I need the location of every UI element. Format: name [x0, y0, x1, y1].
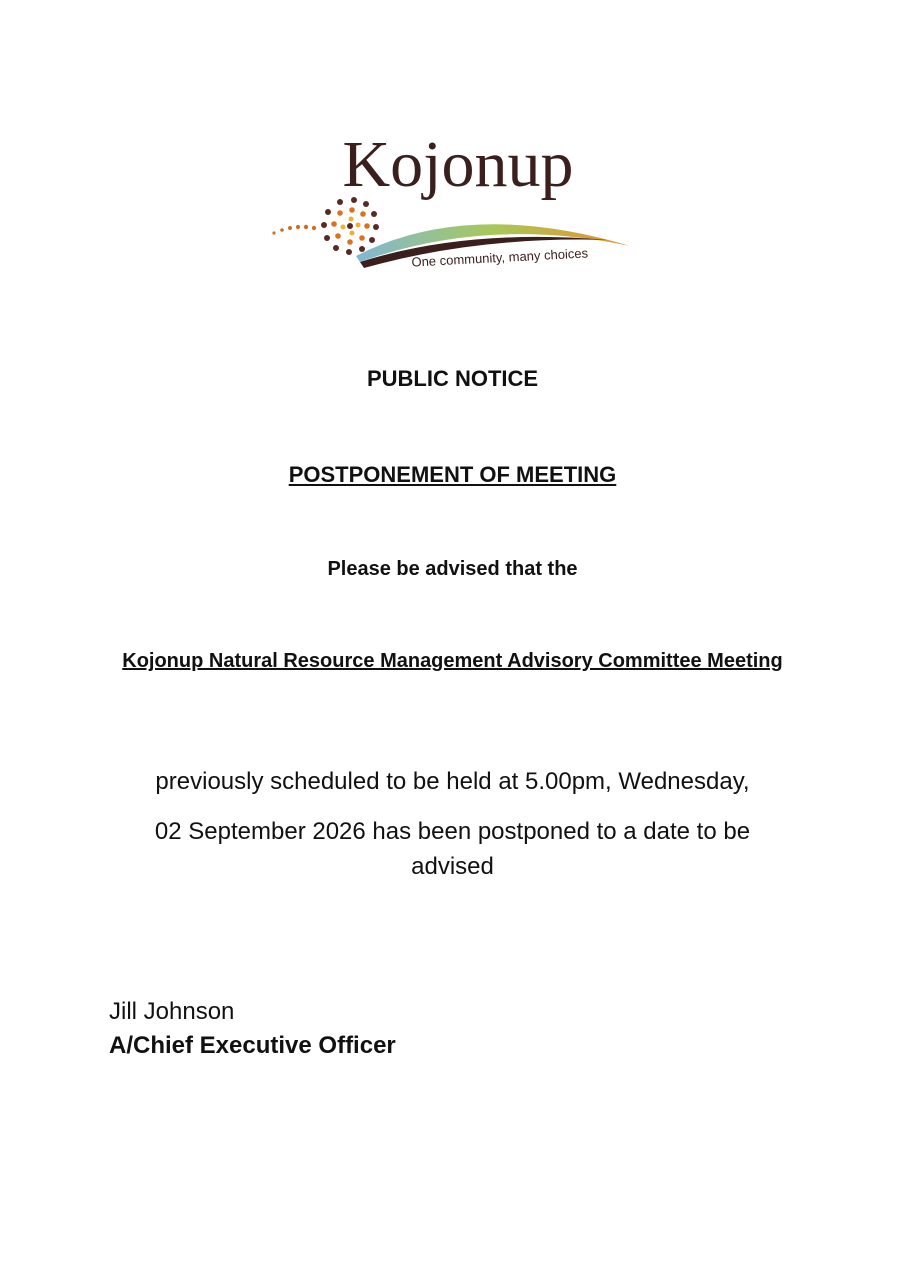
signatory-title: A/Chief Executive Officer [109, 1032, 396, 1059]
body-line-1: previously scheduled to be held at 5.00pm, Wednesday, [155, 768, 750, 795]
notice-subtitle: POSTPONEMENT OF MEETING [288, 462, 617, 487]
signatory-name: Jill Johnson [109, 998, 235, 1025]
notice-intro: Please be advised that the [327, 558, 578, 580]
logo-wordmark: Kojonup [342, 128, 574, 201]
dot-circle-icon [321, 197, 379, 255]
logo-tagline: One community, many choices [411, 245, 589, 270]
committee-name: Kojonup Natural Resource Management Advisory Committee Meeting [122, 650, 783, 672]
kojonup-logo [268, 128, 638, 278]
notice-title: PUBLIC NOTICE [366, 366, 539, 391]
body-line-2: 02 September 2026 has been postponed to a date to be advised [154, 818, 751, 880]
